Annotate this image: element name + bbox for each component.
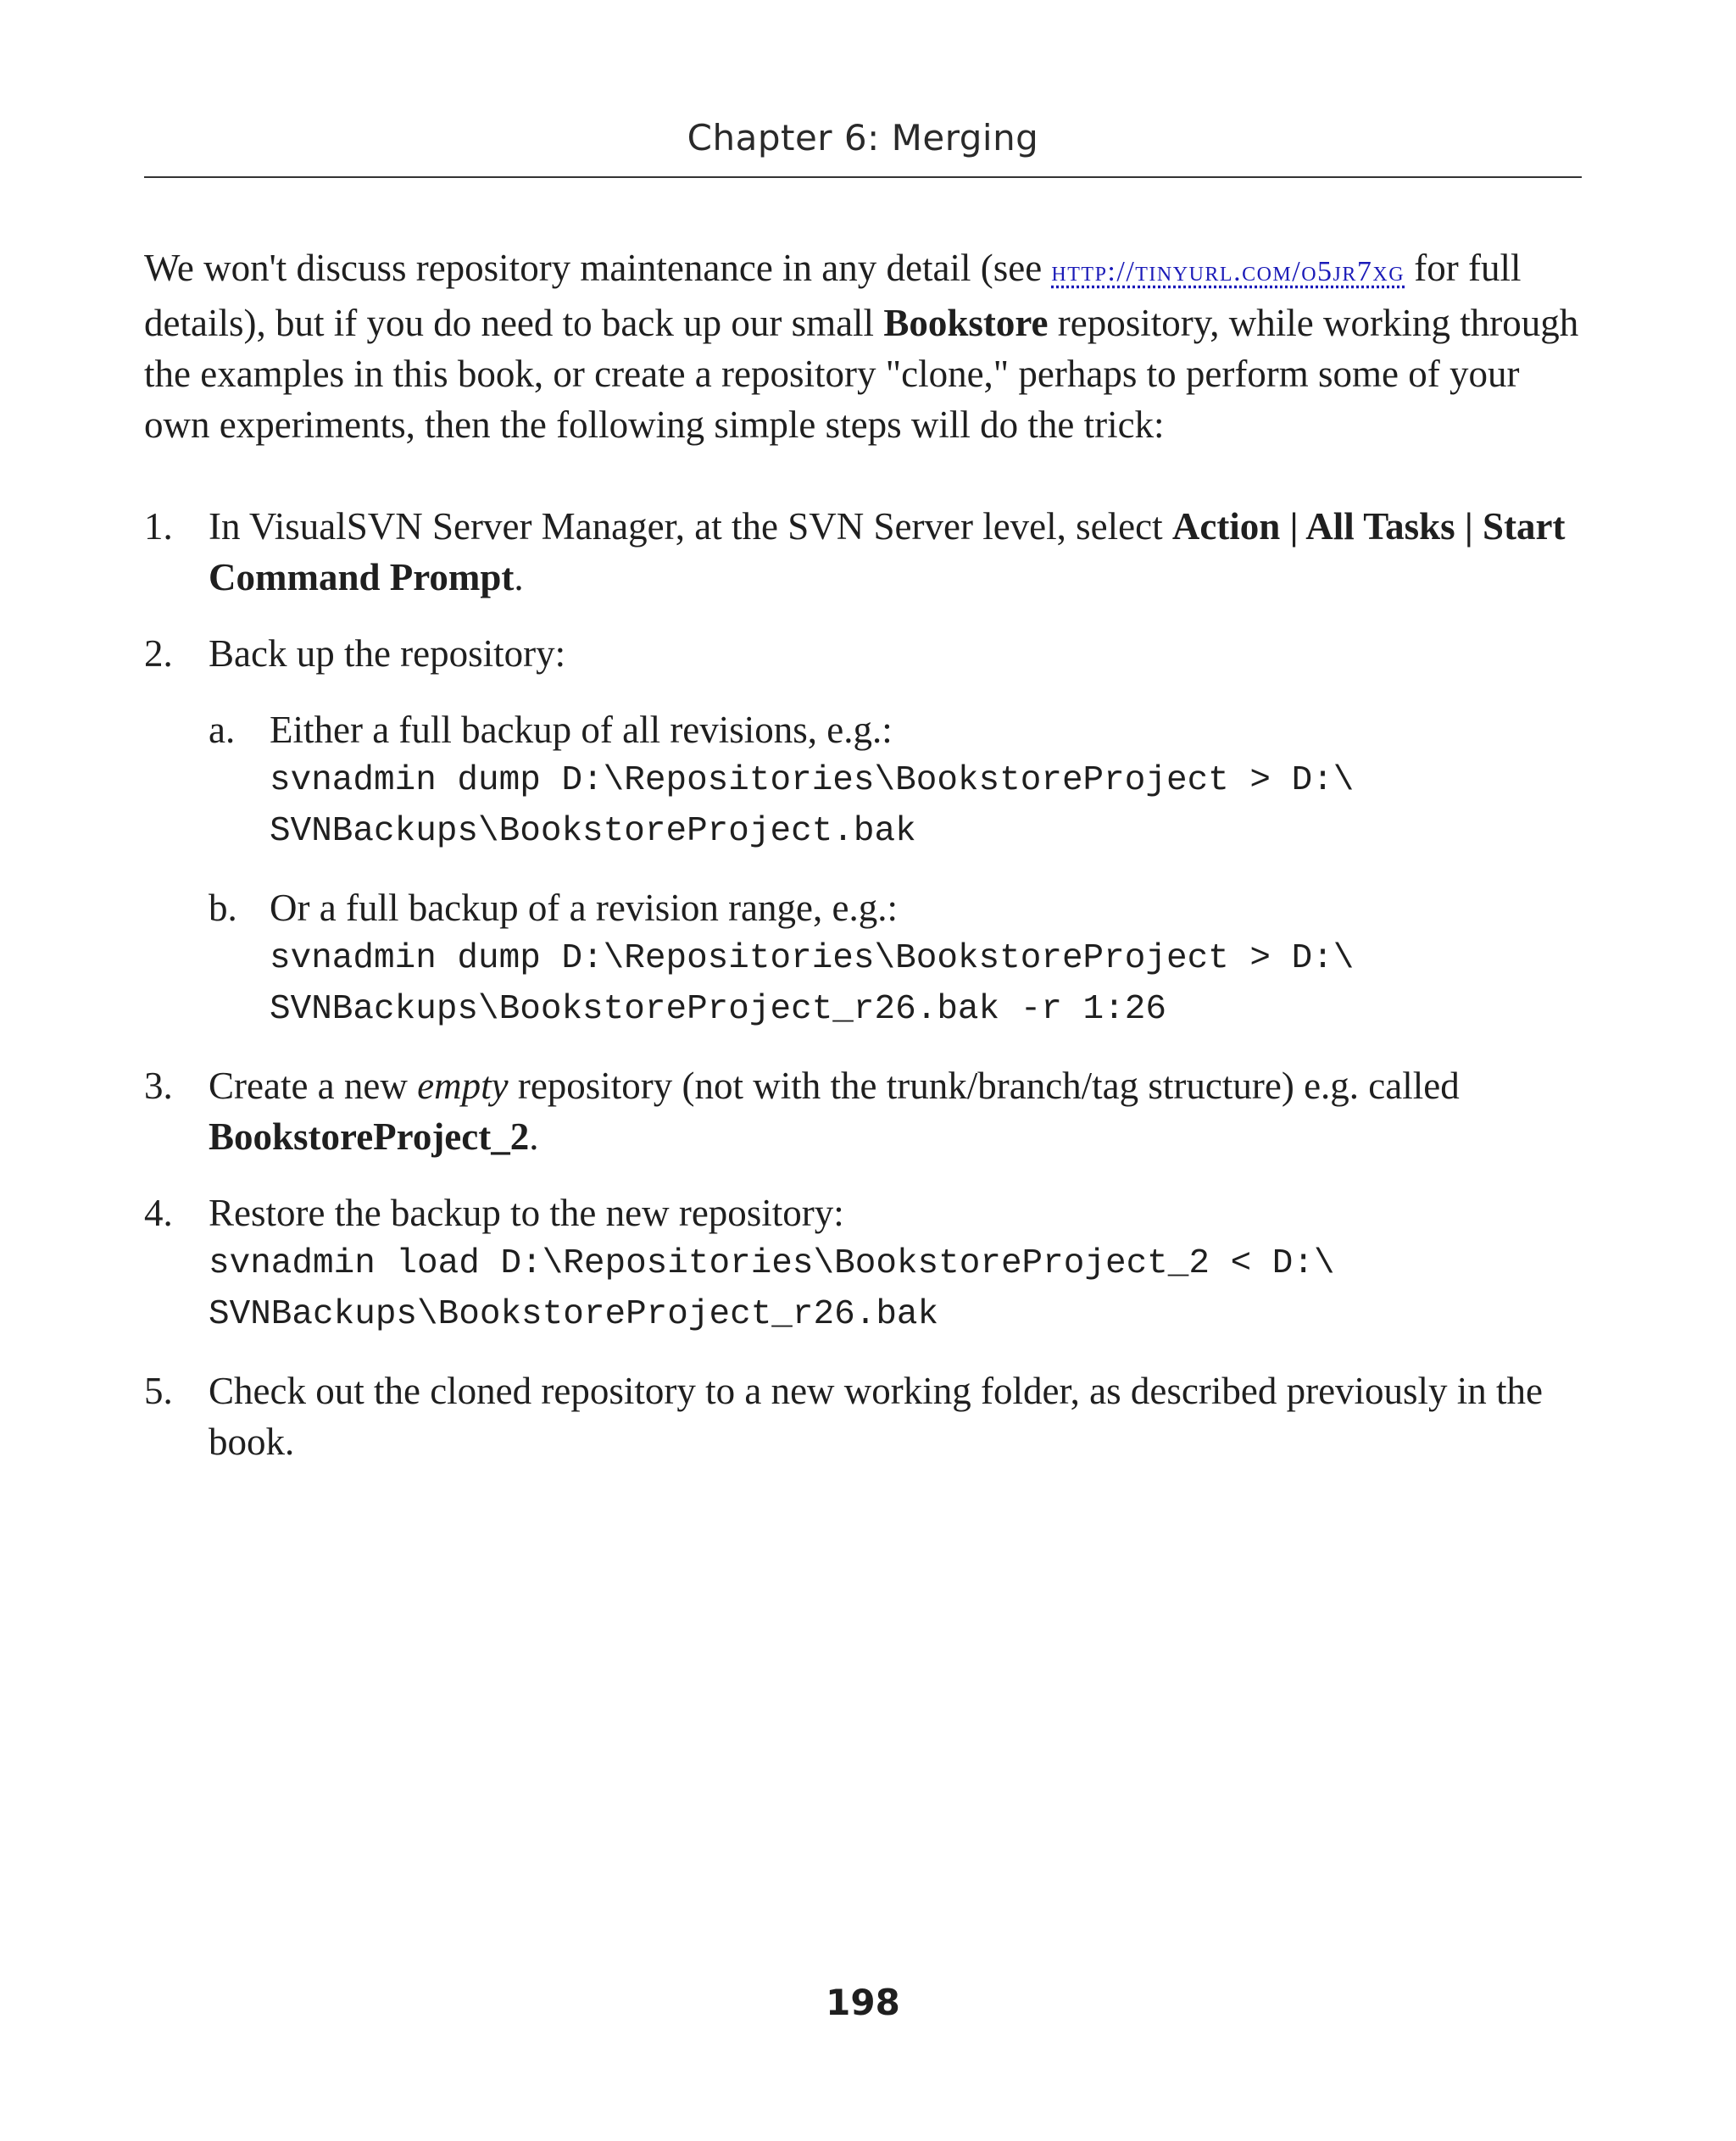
substeps-list — [209, 704, 1582, 1035]
code-line: SVNBackups\BookstoreProject.bak — [270, 812, 916, 851]
step-text: Create a new — [209, 1065, 418, 1107]
book-page — [144, 0, 1582, 2141]
code-line: SVNBackups\BookstoreProject_r26.bak -r 1:26 — [270, 990, 1166, 1029]
step-text-end: . — [529, 1115, 539, 1158]
code-line: SVNBackups\BookstoreProject_r26.bak — [209, 1295, 939, 1334]
intro-text-1: We won't discuss repository maintenance in any detail (see — [144, 247, 1052, 289]
intro-text-2: for full details), but if you do need to back up our small — [144, 247, 1522, 344]
body-text — [144, 242, 1582, 1493]
step-text-end: . — [514, 556, 524, 598]
repo-name: BookstoreProject_2 — [209, 1115, 530, 1158]
substep-b — [209, 882, 1582, 1035]
step-4 — [144, 1187, 1582, 1340]
step-text-mid: repository (not with the trunk/branch/tag structure) e.g. called — [508, 1065, 1460, 1107]
page-number: 198 — [826, 1982, 900, 2023]
intro-bold-bookstore: Bookstore — [883, 302, 1049, 344]
code-line: svnadmin load D:\Repositories\BookstoreProject_2 < D:\ — [209, 1244, 1335, 1283]
step-text: Check out the cloned repository to a new working folder, as described previously in the book. — [209, 1370, 1544, 1463]
substep-text: Either a full backup of all revisions, e.g.: — [270, 709, 893, 751]
step-3 — [144, 1060, 1582, 1162]
step-number: 1. — [144, 505, 173, 548]
step-number: 3. — [144, 1065, 173, 1107]
step-text: Restore the backup to the new repository: — [209, 1192, 844, 1234]
step-number: 2. — [144, 632, 173, 675]
step-number: 4. — [144, 1192, 173, 1234]
substep-letter: a. — [209, 709, 236, 751]
emphasis-empty: empty — [417, 1065, 509, 1107]
substep-a — [209, 704, 1582, 857]
step-text: Back up the repository: — [209, 632, 566, 675]
header-rule — [144, 176, 1582, 178]
code-line: svnadmin dump D:\Repositories\BookstoreProject > D:\ — [270, 761, 1355, 800]
step-2 — [144, 628, 1582, 1035]
step-text: In VisualSVN Server Manager, at the SVN Server level, select — [209, 505, 1172, 548]
step-1 — [144, 501, 1582, 603]
tinyurl-link[interactable]: http://tinyurl.com/o5jr7xg — [1051, 256, 1405, 287]
step-5 — [144, 1365, 1582, 1467]
menu-path: Action | All Tasks | Start Command Prompt — [209, 505, 1566, 598]
running-header: Chapter 6: Merging — [687, 117, 1039, 158]
steps-list — [144, 501, 1582, 1467]
step-number: 5. — [144, 1370, 173, 1412]
intro-paragraph — [144, 242, 1582, 450]
intro-text-3: repository, while working through the examples in this book, or create a repository "clone," perhaps to perform some of your own experiments, then the following simple steps will do the trick: — [144, 302, 1579, 446]
substep-text: Or a full backup of a revision range, e.g.: — [270, 887, 898, 929]
code-line: svnadmin dump D:\Repositories\BookstoreProject > D:\ — [270, 939, 1355, 978]
substep-letter: b. — [209, 887, 237, 929]
